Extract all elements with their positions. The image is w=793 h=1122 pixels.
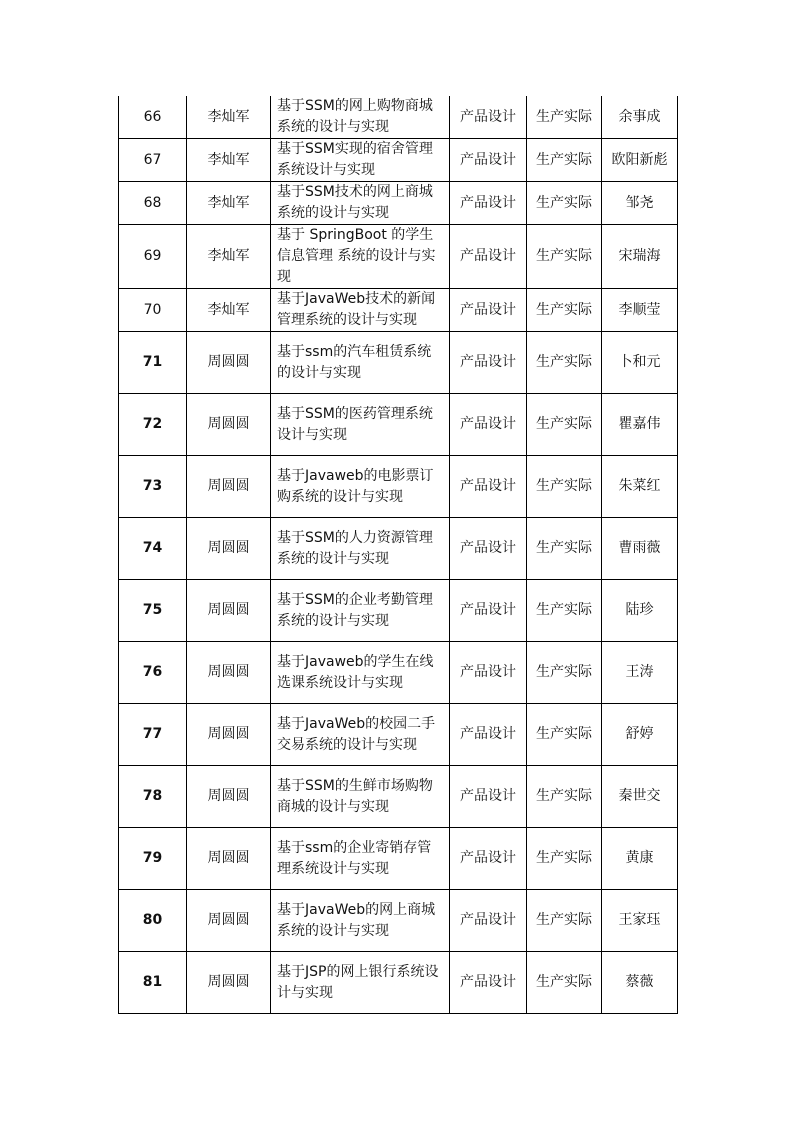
row-number: 70	[119, 289, 187, 332]
student-cell: 陆珍	[602, 580, 678, 642]
topic-type-cell: 产品设计	[450, 225, 527, 289]
student-cell: 蔡薇	[602, 952, 678, 1014]
table-row	[119, 642, 678, 704]
row-number: 76	[119, 642, 187, 704]
table-row	[119, 890, 678, 952]
advisor-cell: 周圆圆	[187, 332, 271, 394]
topic-type-cell: 产品设计	[450, 704, 527, 766]
advisor-cell: 周圆圆	[187, 828, 271, 890]
advisor-cell: 李灿军	[187, 289, 271, 332]
topic-title-cell: 基于SSM的企业考勤管理系统的设计与实现	[271, 580, 450, 642]
topic-source-cell: 生产实际	[527, 96, 602, 139]
thesis-topic-table	[118, 96, 678, 1014]
table-row	[119, 394, 678, 456]
topic-title-cell: 基于SSM实现的宿舍管理系统设计与实现	[271, 139, 450, 182]
row-number: 74	[119, 518, 187, 580]
topic-title-cell: 基于ssm的企业寄销存管理系统设计与实现	[271, 828, 450, 890]
topic-type-cell: 产品设计	[450, 332, 527, 394]
student-cell: 宋瑞海	[602, 225, 678, 289]
topic-title-cell: 基于JSP的网上银行系统设计与实现	[271, 952, 450, 1014]
topic-title-cell: 基于ssm的汽车租赁系统的设计与实现	[271, 332, 450, 394]
row-number: 72	[119, 394, 187, 456]
table-row	[119, 952, 678, 1014]
row-number: 67	[119, 139, 187, 182]
table-row	[119, 96, 678, 139]
row-number: 69	[119, 225, 187, 289]
row-number: 68	[119, 182, 187, 225]
student-cell: 王涛	[602, 642, 678, 704]
row-number: 75	[119, 580, 187, 642]
topic-type-cell: 产品设计	[450, 952, 527, 1014]
student-cell: 王家珏	[602, 890, 678, 952]
row-number: 80	[119, 890, 187, 952]
topic-title-cell: 基于SSM的人力资源管理系统的设计与实现	[271, 518, 450, 580]
advisor-cell: 周圆圆	[187, 394, 271, 456]
student-cell: 瞿嘉伟	[602, 394, 678, 456]
topic-title-cell: 基于SSM的生鲜市场购物商城的设计与实现	[271, 766, 450, 828]
student-cell: 朱菜红	[602, 456, 678, 518]
advisor-cell: 周圆圆	[187, 952, 271, 1014]
topic-source-cell: 生产实际	[527, 890, 602, 952]
advisor-cell: 李灿军	[187, 225, 271, 289]
topic-type-cell: 产品设计	[450, 766, 527, 828]
row-number: 79	[119, 828, 187, 890]
table-row	[119, 704, 678, 766]
row-number: 81	[119, 952, 187, 1014]
table-row	[119, 332, 678, 394]
table-row	[119, 518, 678, 580]
topic-title-cell: 基于SSM的网上购物商城系统的设计与实现	[271, 96, 450, 139]
topic-source-cell: 生产实际	[527, 182, 602, 225]
row-number: 66	[119, 96, 187, 139]
topic-source-cell: 生产实际	[527, 394, 602, 456]
advisor-cell: 周圆圆	[187, 580, 271, 642]
advisor-cell: 李灿军	[187, 139, 271, 182]
table-row	[119, 456, 678, 518]
topic-type-cell: 产品设计	[450, 139, 527, 182]
table-row	[119, 828, 678, 890]
advisor-cell: 李灿军	[187, 182, 271, 225]
student-cell: 欧阳新彪	[602, 139, 678, 182]
row-number: 77	[119, 704, 187, 766]
topic-type-cell: 产品设计	[450, 828, 527, 890]
topic-source-cell: 生产实际	[527, 289, 602, 332]
topic-type-cell: 产品设计	[450, 394, 527, 456]
table-row	[119, 580, 678, 642]
topic-source-cell: 生产实际	[527, 704, 602, 766]
topic-source-cell: 生产实际	[527, 580, 602, 642]
topic-type-cell: 产品设计	[450, 96, 527, 139]
student-cell: 卜和元	[602, 332, 678, 394]
advisor-cell: 周圆圆	[187, 890, 271, 952]
advisor-cell: 周圆圆	[187, 456, 271, 518]
topic-title-cell: 基于Javaweb的电影票订购系统的设计与实现	[271, 456, 450, 518]
topic-type-cell: 产品设计	[450, 518, 527, 580]
topic-title-cell: 基于SSM技术的网上商城系统的设计与实现	[271, 182, 450, 225]
topic-type-cell: 产品设计	[450, 456, 527, 518]
table-row	[119, 289, 678, 332]
topic-source-cell: 生产实际	[527, 766, 602, 828]
topic-title-cell: 基于Javaweb的学生在线选课系统设计与实现	[271, 642, 450, 704]
row-number: 71	[119, 332, 187, 394]
topic-title-cell: 基于JavaWeb的网上商城系统的设计与实现	[271, 890, 450, 952]
student-cell: 黄康	[602, 828, 678, 890]
student-cell: 曹雨薇	[602, 518, 678, 580]
advisor-cell: 周圆圆	[187, 518, 271, 580]
row-number: 78	[119, 766, 187, 828]
topic-source-cell: 生产实际	[527, 139, 602, 182]
row-number: 73	[119, 456, 187, 518]
topic-type-cell: 产品设计	[450, 182, 527, 225]
topic-source-cell: 生产实际	[527, 225, 602, 289]
advisor-cell: 周圆圆	[187, 766, 271, 828]
table-row	[119, 225, 678, 289]
advisor-cell: 周圆圆	[187, 704, 271, 766]
topic-source-cell: 生产实际	[527, 332, 602, 394]
student-cell: 余事成	[602, 96, 678, 139]
student-cell: 舒婷	[602, 704, 678, 766]
topic-source-cell: 生产实际	[527, 642, 602, 704]
topic-type-cell: 产品设计	[450, 642, 527, 704]
topic-type-cell: 产品设计	[450, 890, 527, 952]
topic-title-cell: 基于 SpringBoot 的学生信息管理 系统的设计与实现	[271, 225, 450, 289]
topic-source-cell: 生产实际	[527, 952, 602, 1014]
student-cell: 秦世交	[602, 766, 678, 828]
table-row	[119, 139, 678, 182]
topic-title-cell: 基于JavaWeb的校园二手交易系统的设计与实现	[271, 704, 450, 766]
topic-source-cell: 生产实际	[527, 828, 602, 890]
topic-source-cell: 生产实际	[527, 456, 602, 518]
topic-type-cell: 产品设计	[450, 289, 527, 332]
topic-type-cell: 产品设计	[450, 580, 527, 642]
student-cell: 李顺莹	[602, 289, 678, 332]
topic-title-cell: 基于JavaWeb技术的新闻管理系统的设计与实现	[271, 289, 450, 332]
advisor-cell: 周圆圆	[187, 642, 271, 704]
advisor-cell: 李灿军	[187, 96, 271, 139]
table-row	[119, 182, 678, 225]
student-cell: 邹尧	[602, 182, 678, 225]
topic-title-cell: 基于SSM的医药管理系统设计与实现	[271, 394, 450, 456]
topic-source-cell: 生产实际	[527, 518, 602, 580]
table-row	[119, 766, 678, 828]
